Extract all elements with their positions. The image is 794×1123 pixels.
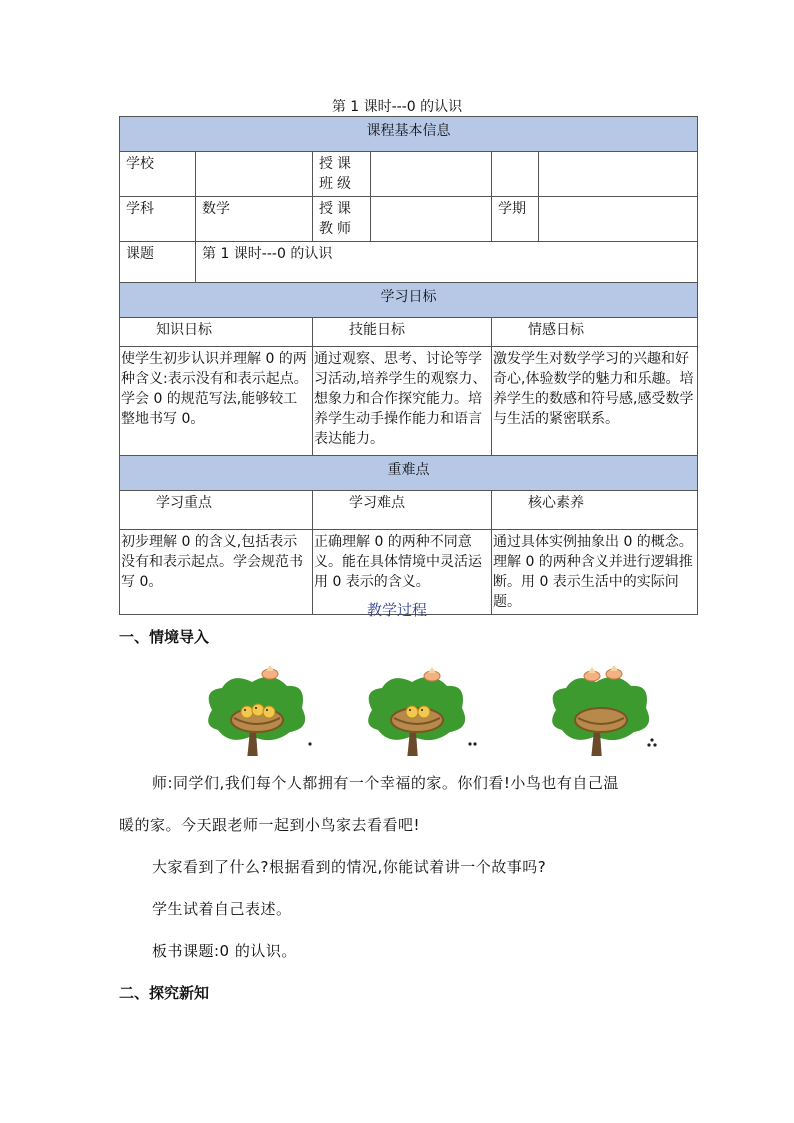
section-situation-intro: 一、情境导入 xyxy=(119,628,210,646)
key-header-focus: 学习重点 xyxy=(120,491,313,530)
term-label: 学期 xyxy=(492,197,539,242)
paragraph-question: 大家看到了什么?根据看到的情况,你能试着讲一个故事吗? xyxy=(152,858,547,876)
subject-label: 学科 xyxy=(120,197,196,242)
dot-count-two xyxy=(468,742,476,745)
goal-knowledge: 使学生初步认识并理解 0 的两种含义:表示没有和表示起点。学会 0 的规范写法,能够较工整地书写 0。 xyxy=(120,347,313,456)
section-explore-new: 二、探究新知 xyxy=(119,984,210,1002)
teaching-process-title: 教学过程 xyxy=(366,601,427,619)
key-points-header: 重难点 xyxy=(120,456,698,491)
dot-count-one xyxy=(308,742,311,745)
key-focus: 初步理解 0 的含义,包括表示没有和表示起点。学会规范书写 0。 xyxy=(120,530,313,615)
key-difficulty: 正确理解 0 的两种不同意义。能在具体情境中灵活运用 0 表示的含义。 xyxy=(313,530,492,615)
teacher-value xyxy=(371,197,492,242)
class-value xyxy=(371,152,492,197)
basic-info-header: 课程基本信息 xyxy=(120,117,698,152)
goal-skill: 通过观察、思考、讨论等学习活动,培养学生的观察力、想象力和合作探究能力。培养学生动手操作能力和语言表达能力。 xyxy=(313,347,492,456)
goals-header: 学习日标 xyxy=(120,283,698,318)
goal-emotion: 激发学生对数学学习的兴趣和好奇心,体验数学的魅力和乐趣。培养学生的数感和符号感,感受数学与生活的紧密联系。 xyxy=(492,347,698,456)
school-label: 学校 xyxy=(120,152,196,197)
term-value xyxy=(539,197,698,242)
goal-header-emotion: 情感日标 xyxy=(492,318,698,347)
dot-count-three xyxy=(647,738,656,746)
teacher-label: 授课教师 xyxy=(313,197,371,242)
key-literacy: 通过具体实例抽象出 0 的概念。理解 0 的两种含义并进行逻辑推断。用 0 表示生活中的实际问题。 xyxy=(492,530,698,615)
key-header-difficulty: 学习难点 xyxy=(313,491,492,530)
bird-nest-illustrations xyxy=(200,660,680,756)
nest-empty xyxy=(552,665,649,756)
paragraph-student: 学生试着自己表述。 xyxy=(152,900,292,918)
topic-label: 课题 xyxy=(120,242,196,283)
nest-three-chicks xyxy=(208,665,305,756)
nest-two-chicks xyxy=(368,667,465,756)
class-extra xyxy=(492,152,539,197)
goal-header-knowledge: 知识日标 xyxy=(120,318,313,347)
subject-value: 数学 xyxy=(196,197,313,242)
paragraph-teacher-intro-cont: 暖的家。今天跟老师一起到小鸟家去看看吧! xyxy=(119,816,421,834)
school-value xyxy=(196,152,313,197)
paragraph-board: 板书课题:0 的认识。 xyxy=(152,942,297,960)
topic-value: 第 1 课时---0 的认识 xyxy=(196,242,698,283)
key-header-literacy: 核心素养 xyxy=(492,491,698,530)
goal-header-skill: 技能日标 xyxy=(313,318,492,347)
document-title: 第 1 课时---0 的认识 xyxy=(331,99,463,115)
lesson-info-table xyxy=(119,116,698,615)
paragraph-teacher-intro: 师:同学们,我们每个人都拥有一个幸福的家。你们看!小鸟也有自己温 xyxy=(152,774,619,792)
class-extra-value xyxy=(539,152,698,197)
class-label: 授课班级 xyxy=(313,152,371,197)
